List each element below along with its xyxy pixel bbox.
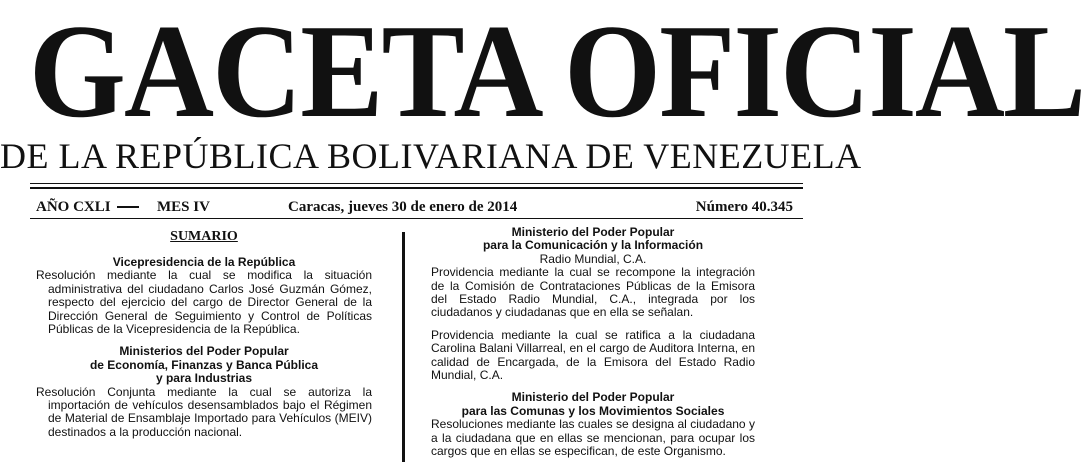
dash-separator [117, 206, 139, 208]
section-heading-line: Ministerio del Poder Popular [511, 225, 675, 239]
header-rule-top-thin [30, 183, 803, 184]
section-heading: Vicepresidencia de la República [112, 255, 296, 269]
header-rule-top-thick [30, 187, 803, 189]
issue-info-bar [36, 197, 793, 217]
section-heading-line: de Economía, Finanzas y Banca Pública [89, 357, 319, 372]
issue-year-group [36, 197, 143, 217]
section-entry: Resoluciones mediante las cuales se designa al ciudadano y a la ciudadana que en ellas se mencionan, para ocupar los cargos que en ellas se especifican, de este Organismo. [431, 417, 755, 459]
section-entry: Providencia mediante la cual se recompone la integración de la Comisión de Contrataciones Públicas de la Emisora del Estado Radio Mundial, C.A., integrada por los ciudadanos y ciudadanas que en ella se señalan. [431, 265, 755, 320]
column-divider [402, 232, 405, 462]
section-entry: Providencia mediante la cual se ratifica a la ciudadana Carolina Balani Villarreal, en el cargo de Auditora Interna, en calidad de Encargada, de la Emisora del Estado Radio Mundial, C.A. [431, 327, 755, 383]
section-subheading: Radio Mundial, C.A. [539, 251, 647, 266]
issue-place-date: Caracas, jueves 30 de enero de 2014 [288, 199, 518, 215]
section-heading-line: y para Industrias [155, 371, 253, 386]
masthead-title: GACETA OFICIAL [28, 0, 1084, 145]
masthead-subtitle: DE LA REPÚBLICA BOLIVARIANA DE VENEZUELA [0, 136, 862, 176]
section-heading-line: para las Comunas y los Movimientos Sociales [461, 403, 725, 418]
issue-year: AÑO CXLI [36, 199, 111, 215]
section-entry: Resolución Conjunta mediante la cual se autoriza la importación de vehículos desensamblados bajo el Régimen de Material de Ensamblaje Importado para Vehículos (MEIV) destinados a la producción nacional. [36, 384, 372, 439]
section-heading-line: para la Comunicación y la Información [482, 238, 704, 253]
summary-title: SUMARIO [170, 229, 238, 244]
issue-month: MES IV [157, 199, 210, 215]
section-entry: Resolución mediante la cual se modifica la situación administrativa del ciudadano Carlos José Guzmán Gómez, respecto del ejercicio del cargo de Director General de la Dirección General de Seguimiento y Control de Políticas Públicas de la Vicepresidencia de la República. [36, 268, 372, 337]
section-heading-line: Ministerios del Poder Popular [119, 344, 289, 359]
summary-right-column [431, 226, 755, 459]
issue-number: Número 40.345 [695, 199, 793, 215]
summary-left-column [36, 226, 372, 439]
header-rule-bottom [30, 218, 803, 219]
section-heading-line: Ministerio del Poder Popular [511, 390, 675, 405]
